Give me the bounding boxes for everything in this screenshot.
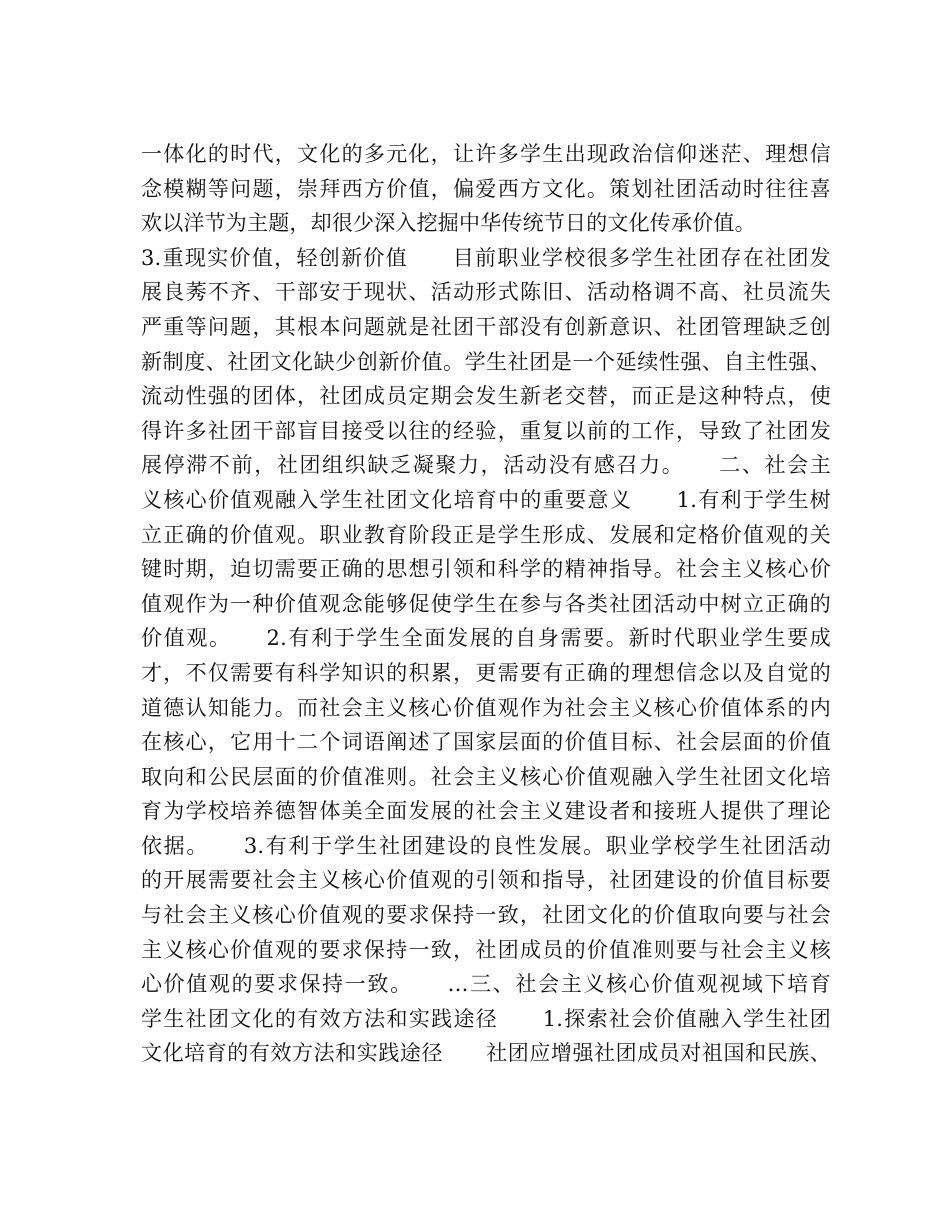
text-line: 流动性强的团体，社团成员定期会发生新老交替，而正是这种特点，使 <box>141 384 831 409</box>
text-line: 依据。 3.有利于学生社团建设的良性发展。职业学校学生社团活动 <box>141 833 831 858</box>
text-line: 道德认知能力。而社会主义核心价值观作为社会主义核心价值体系的内 <box>141 695 831 720</box>
text-line: 才，不仅需要有科学知识的积累，更需要有正确的理想信念以及自觉的 <box>141 660 831 685</box>
text-line: 3.重现实价值，轻创新价值 目前职业学校很多学生社团存在社团发 <box>141 245 831 270</box>
text-line: 欢以洋节为主题，却很少深入挖掘中华传统节日的文化传承价值。 <box>141 211 756 236</box>
text-line: 得许多社团干部盲目接受以往的经验，重复以前的工作，导致了社团发 <box>141 418 831 443</box>
text-line: 文化培育的有效方法和实践途径 社团应增强社团成员对祖国和民族、 <box>141 1041 831 1066</box>
text-line: 义核心价值观融入学生社团文化培育中的重要意义 1.有利于学生树 <box>141 487 831 512</box>
text-line: 主义核心价值观的要求保持一致，社团成员的价值准则要与社会主义核 <box>141 937 831 962</box>
text-line: 学生社团文化的有效方法和实践途径 1.探索社会价值融入学生社团 <box>141 1006 831 1031</box>
text-line: 值观作为一种价值观念能够促使学生在参与各类社团活动中树立正确的 <box>141 591 831 616</box>
text-line: 价值观。 2.有利于学生全面发展的自身需要。新时代职业学生要成 <box>141 626 831 651</box>
text-line: 的开展需要社会主义核心价值观的引领和指导，社团建设的价值目标要 <box>141 868 831 893</box>
text-line: 育为学校培养德智体美全面发展的社会主义建设者和接班人提供了理论 <box>141 799 831 824</box>
text-line: 键时期，迫切需要正确的思想引领和科学的精神指导。社会主义核心价 <box>141 557 831 582</box>
text-line: 一体化的时代，文化的多元化，让许多学生出现政治信仰迷茫、理想信 <box>141 142 831 166</box>
text-line: 在核心，它用十二个词语阐述了国家层面的价值目标、社会层面的价值 <box>141 730 831 755</box>
body-text <box>141 137 831 1071</box>
text-line: 新制度、社团文化缺少创新价值。学生社团是一个延续性强、自主性强、 <box>141 349 831 374</box>
text-line: 与社会主义核心价值观的要求保持一致，社团文化的价值取向要与社会 <box>141 903 831 928</box>
text-line: 心价值观的要求保持一致。 …三、社会主义核心价值观视域下培育 <box>141 972 831 997</box>
text-line: 立正确的价值观。职业教育阶段正是学生形成、发展和定格价值观的关 <box>141 522 831 547</box>
text-line: 严重等问题，其根本问题就是社团干部没有创新意识、社团管理缺乏创 <box>141 314 831 339</box>
text-line: 念模糊等问题，崇拜西方价值，偏爱西方文化。策划社团活动时往往喜 <box>141 176 831 201</box>
text-line: 展停滞不前，社团组织缺乏凝聚力，活动没有感召力。 二、社会主 <box>141 453 831 478</box>
text-line: 取向和公民层面的价值准则。社会主义核心价值观融入学生社团文化培 <box>141 764 831 789</box>
text-line: 展良莠不齐、干部安于现状、活动形式陈旧、活动格调不高、社员流失 <box>141 280 831 305</box>
